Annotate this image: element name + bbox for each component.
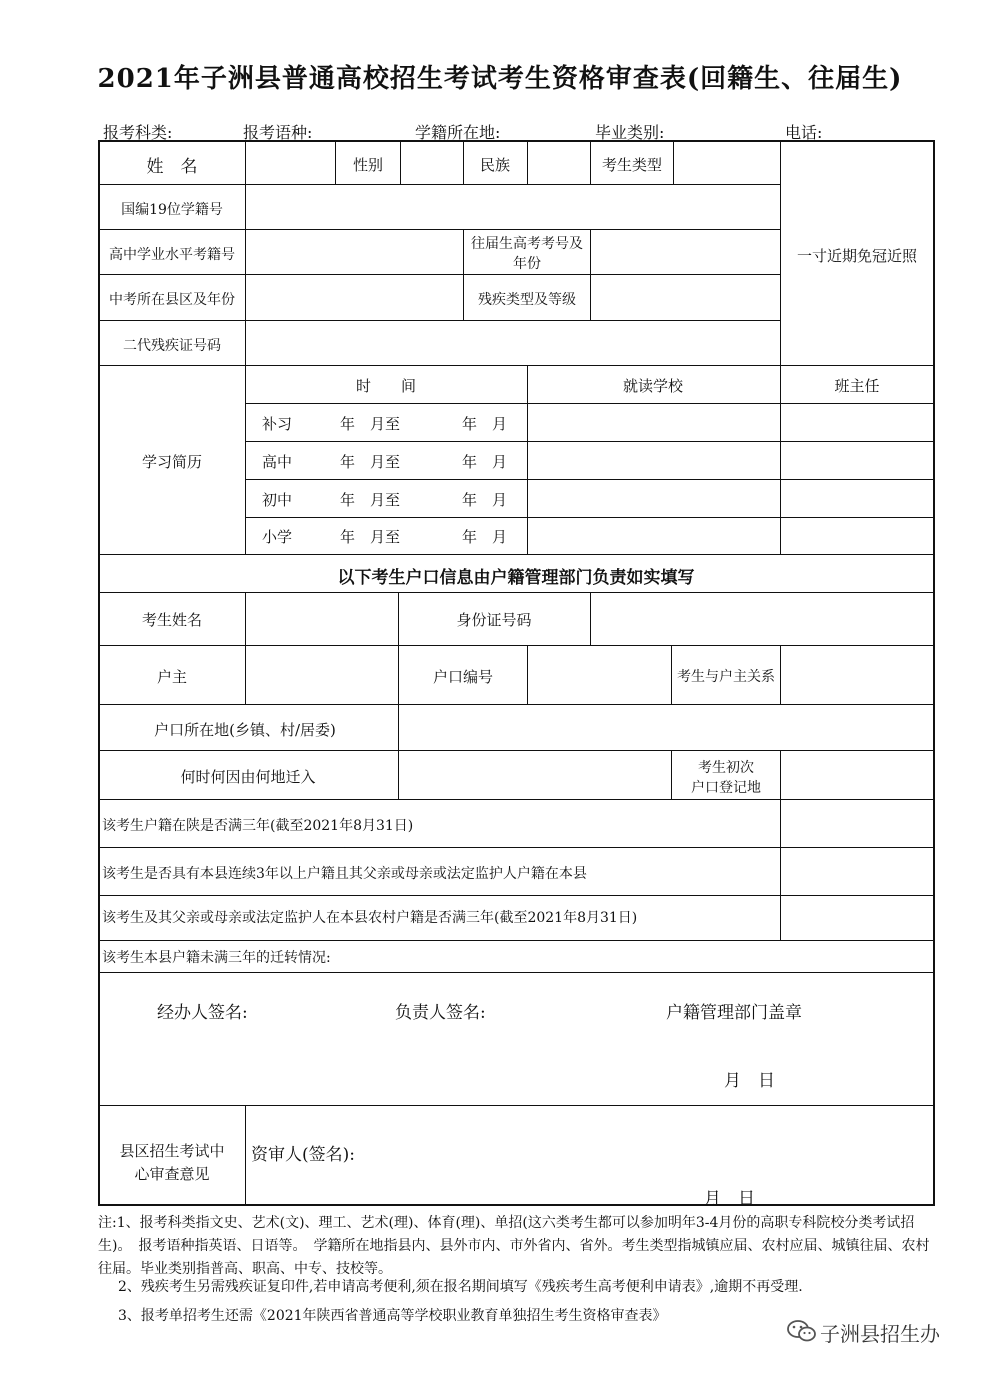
first-reg-label-2: 户口登记地 — [691, 780, 761, 796]
meta-school-location: 学籍所在地: — [415, 123, 501, 142]
student-id-label: 国编19位学籍号 — [121, 202, 223, 218]
hukou-section-title: 以下考生户口信息由户籍管理部门负责如实填写 — [337, 568, 695, 588]
cand-name-label: 考生姓名 — [141, 611, 203, 629]
study-stage: 补习 — [262, 415, 293, 433]
name-label: 姓 名 — [146, 157, 198, 177]
watermark-text: 子洲县招生办 — [820, 1322, 940, 1346]
study-from: 年 月至 — [340, 453, 401, 471]
review-label-2: 心审查意见 — [134, 1165, 210, 1183]
prev-gaokao-label-1: 往届生高考考号及 — [471, 236, 583, 252]
householder-label: 户主 — [156, 668, 188, 686]
study-stage: 小学 — [262, 528, 293, 546]
ethnicity-label: 民族 — [479, 156, 511, 174]
gender-label: 性别 — [352, 156, 384, 174]
meta-graduate-type: 毕业类别: — [595, 123, 665, 142]
photo-placeholder: 一寸近期免冠近照 — [796, 247, 918, 265]
reviewer-signature-label: 资审人(签名): — [251, 1145, 355, 1165]
study-stage: 高中 — [262, 453, 293, 471]
dept-stamp-label: 户籍管理部门盖章 — [666, 1003, 802, 1023]
head-teacher-header: 班主任 — [834, 377, 880, 395]
school-header: 就读学校 — [622, 377, 684, 395]
note-1: 注:1、报考科类指文史、艺术(文)、理工、艺术(理)、体育(理)、单招(这六类考生都可以参加明年3-4月份的高职专科院校分类考试招生)。 报考语种指英语、日语等。 学籍所在地指县内、县外市内、市外省内、省外。考生类型指城镇应届、农村应届、城镇往届、农村往届。毕业类别指普高、职高、中专、技校等。 — [98, 1215, 930, 1277]
study-to: 年 月 — [462, 453, 508, 471]
hs-exam-no-label: 高中学业水平考籍号 — [109, 247, 235, 263]
wechat-icon — [787, 1319, 817, 1343]
study-to: 年 月 — [462, 415, 508, 433]
review-label-1: 县区招生考试中 — [119, 1142, 225, 1160]
first-reg-label-1: 考生初次 — [698, 760, 754, 776]
id-number-label: 身份证号码 — [456, 611, 532, 629]
zhongkao-label: 中考所在县区及年份 — [109, 292, 235, 308]
review-date: 月 日 — [704, 1189, 755, 1209]
note-2: 2、残疾考生另需残疾证复印件,若申请高考便利,须在报名期间填写《残疾考生高考便利申请表》,逾期不再受理. — [118, 1279, 803, 1295]
question-rural-hukou: 该考生及其父亲或母亲或法定监护人在本县农村户籍是否满三年(截至2021年8月31日) — [102, 910, 638, 926]
study-from: 年 月至 — [340, 528, 401, 546]
candidate-type-label: 考生类型 — [601, 156, 663, 174]
study-from: 年 月至 — [340, 415, 401, 433]
relation-label: 考生与户主关系 — [677, 669, 775, 685]
disability-cert-label: 二代残疾证号码 — [123, 338, 221, 354]
study-history-label: 学习简历 — [141, 453, 203, 471]
meta-phone: 电话: — [785, 123, 823, 142]
handler-signature-label: 经办人签名: — [157, 1003, 248, 1023]
study-from: 年 月至 — [340, 491, 401, 509]
study-stage: 初中 — [262, 491, 293, 509]
form-title: 2021年子洲县普通高校招生考试考生资格审查表(回籍生、往届生) — [97, 64, 903, 94]
study-to: 年 月 — [462, 491, 508, 509]
note-3: 3、报考单招考生还需《2021年陕西省普通高等学校职业教育单独招生考生资格审查表》 — [118, 1308, 667, 1324]
hukou-address-label: 户口所在地(乡镇、村/居委) — [154, 721, 336, 739]
question-county-hukou: 该考生是否具有本县连续3年以上户籍且其父亲或母亲或法定监护人户籍在本县 — [102, 866, 587, 882]
study-to: 年 月 — [462, 528, 508, 546]
moved-in-label: 何时何因由何地迁入 — [180, 768, 316, 786]
meta-subject: 报考科类: — [103, 123, 173, 142]
time-header: 时 间 — [355, 377, 417, 395]
question-hukou-3yrs: 该考生户籍在陕是否满三年(截至2021年8月31日) — [102, 818, 414, 834]
prev-gaokao-label-2: 年份 — [513, 256, 541, 272]
hukou-number-label: 户口编号 — [432, 668, 494, 686]
leader-signature-label: 负责人签名: — [395, 1003, 486, 1023]
meta-language: 报考语种: — [243, 123, 313, 142]
hukou-date: 月 日 — [724, 1071, 775, 1091]
disability-type-label: 残疾类型及等级 — [478, 292, 576, 308]
question-transfer: 该考生本县户籍未满三年的迁转情况: — [102, 950, 331, 966]
